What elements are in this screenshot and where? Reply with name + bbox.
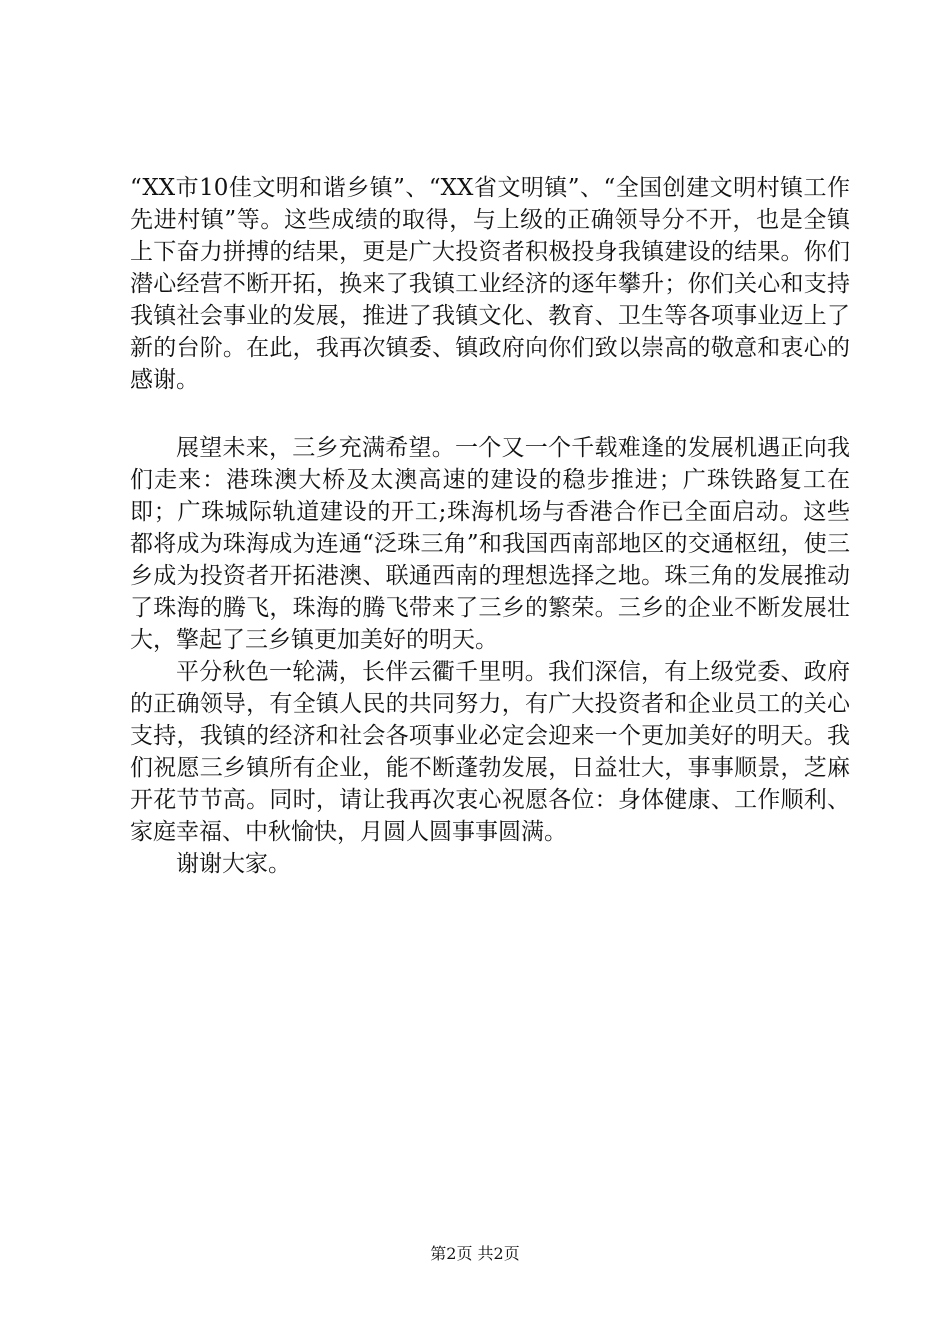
document-body (130, 172, 850, 880)
page-footer: 第2页 共2页 (430, 1244, 520, 1263)
paragraph-wishes: 平分秋色一轮满，长伴云衢千里明。我们深信，有上级党委、政府的正确领导，有全镇人民的共同努力，有广大投资者和企业员工的关心支持，我镇的经济和社会各项事业必定会迎来一个更加美好的明天。我们祝愿三乡镇所有企业，能不断蓬勃发展，日益壮大，事事顺景，芝麻开花节节高。同时，请让我再次衷心祝愿各位：身体健康、工作顺利、家庭幸福、中秋愉快，月圆人圆事事圆满。 (130, 659, 850, 845)
paragraph-outlook: 展望未来，三乡充满希望。一个又一个千载难逢的发展机遇正向我们走来：港珠澳大桥及太澳高速的建设的稳步推进；广珠铁路复工在即；广珠城际轨道建设的开工;珠海机场与香港合作已全面启动。这些都将成为珠海成为连通“泛珠三角”和我国西南部地区的交通枢纽，使三乡成为投资者开拓港澳、联通西南的理想选择之地。珠三角的发展推动了珠海的腾飞，珠海的腾飞带来了三乡的繁荣。三乡的企业不断发展壮大，擎起了三乡镇更加美好的明天。 (130, 435, 850, 653)
paragraph-gap (130, 396, 850, 432)
paragraph-thanks: 谢谢大家。 (176, 851, 291, 877)
paragraph-achievements: “XX市10佳文明和谐乡镇”、“XX省文明镇”、“全国创建文明村镇工作先进村镇”等。这些成绩的取得，与上级的正确领导分不开，也是全镇上下奋力拼搏的结果，更是广大投资者积极投身我镇建设的结果。你们潜心经营不断开拓，换来了我镇工业经济的逐年攀升；你们关心和支持我镇社会事业的发展，推进了我镇文化、教育、卫生等各项事业迈上了新的台阶。在此，我再次镇委、镇政府向你们致以崇高的敬意和衷心的感谢。 (130, 175, 850, 393)
